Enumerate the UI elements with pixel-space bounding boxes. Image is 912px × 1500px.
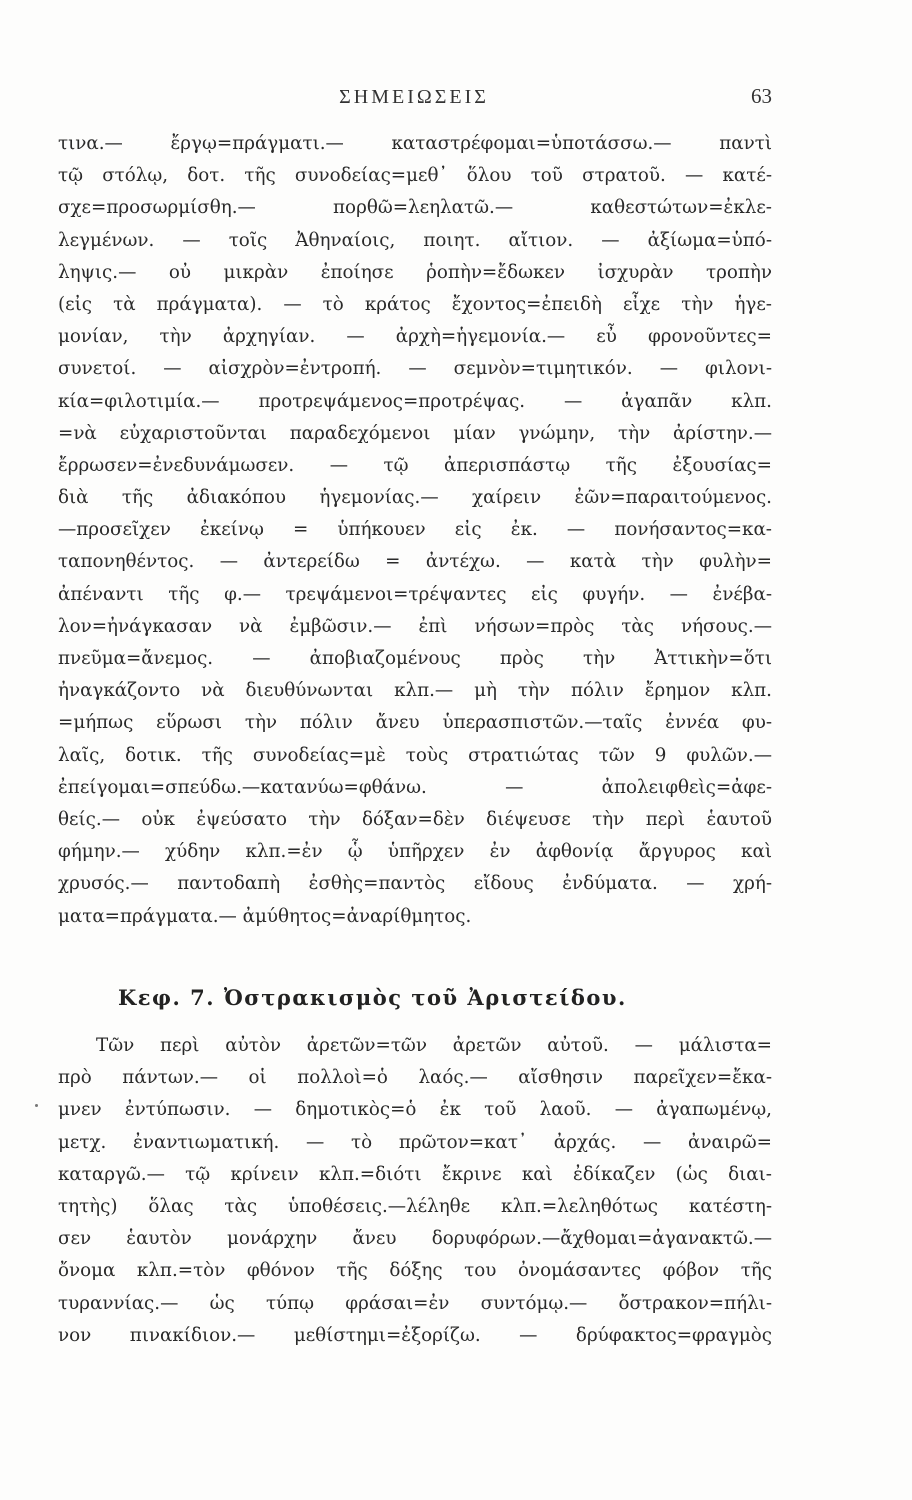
text-line: σχε=προσωρμίσθη.— πορθῶ=λεηλατῶ.— καθεστώτων=ἐκλε- <box>58 197 772 219</box>
text-line: λον=ἠνάγκασαν νὰ ἐμβῶσιν.— ἐπὶ νήσων=πρὸς τὰς νήσους.— <box>58 615 772 637</box>
text-line: πνεῦμα=ἄνεμος. — ἀποβιαζομένους πρὸς τὴν Ἀττικὴν=ὅτι <box>58 648 772 669</box>
text-line: πρὸ πάντων.— οἱ πολλοὶ=ὁ λαός.— αἴσθησιν παρεῖχεν=ἔκα- <box>58 1067 772 1089</box>
text-line: φήμην.— χύδην κλπ.=ἐν ᾧ ὑπῆρχεν ἐν ἀφθονίᾳ ἄργυρος καὶ <box>58 841 772 863</box>
text-line: ἀπέναντι τῆς φ.— τρεψάμενοι=τρέψαντες εἰς φυγήν. — ἐνέβα- <box>58 583 772 605</box>
text-line: μετχ. ἐναντιωματική. — τὸ πρῶτον=κατ᾽ ἀρχάς. — ἀναιρῶ= <box>58 1131 772 1153</box>
text-line: μονίαν, τὴν ἀρχηγίαν. — ἀρχὴ=ἡγεμονία.— εὖ φρονοῦντες= <box>58 326 772 348</box>
text-line: —προσεῖχεν ἐκείνῳ = ὑπήκουεν εἰς ἐκ. — πονήσαντος=κα- <box>58 519 772 541</box>
text-line: χρυσός.— παντοδαπὴ ἐσθὴς=παντὸς εἴδους ἐνδύματα. — χρή- <box>58 873 772 895</box>
text-line: τυραννίας.— ὡς τύπῳ φράσαι=ἐν συντόμῳ.— ὄστρακον=πήλι- <box>58 1292 772 1314</box>
text-line: τητὴς) ὅλας τὰς ὑποθέσεις.—λέληθε κλπ.=λεληθότως κατέστη- <box>58 1195 772 1217</box>
text-line: σεν ἑαυτὸν μονάρχην ἄνευ δορυφόρων.—ἄχθομαι=ἀγανακτῶ.— <box>58 1228 772 1250</box>
text-line: μνεν ἐντύπωσιν. — δημοτικὸς=ὁ ἐκ τοῦ λαοῦ. — ἀγαπωμένῳ, <box>58 1099 772 1121</box>
text-line: ὄνομα κλπ.=τὸν φθόνον τῆς δόξης του ὀνομάσαντες φόβον τῆς <box>58 1260 772 1282</box>
text-line: κία=φιλοτιμία.— προτρεψάμενος=προτρέψας. — ἀγαπᾶν κλπ. <box>58 390 772 412</box>
margin-speck <box>35 1104 38 1107</box>
chapter-notes-text-block <box>58 1030 772 1352</box>
text-line: ἔρρωσεν=ἐνεδυνάμωσεν. — τῷ ἀπερισπάστῳ τῆς ἐξουσίας= <box>58 454 772 476</box>
running-title: ΣΗΜΕΙΩΣΕΙΣ <box>339 86 489 108</box>
text-line: νον πινακίδιον.— μεθίστημι=ἐξορίζω. — δρύφακτος=φραγμὸς <box>58 1324 772 1346</box>
text-line: θείς.— οὐκ ἐψεύσατο τὴν δόξαν=δὲν διέψευσε τὴν περὶ ἑαυτοῦ <box>58 808 772 830</box>
text-line: ληψις.— οὐ μικρὰν ἐποίησε ῥοπὴν=ἔδωκεν ἰσχυρὰν τροπὴν <box>58 261 772 283</box>
chapter-heading: Κεφ. 7. Ὀστρακισμὸς τοῦ Ἀριστείδου. <box>118 985 627 1010</box>
notes-text-block <box>58 128 772 933</box>
text-line: ἠναγκάζοντο νὰ διευθύνωνται κλπ.— μὴ τὴν πόλιν ἔρημον κλπ. <box>58 680 772 702</box>
text-line: λαῖς, δοτικ. τῆς συνοδείας=μὲ τοὺς στρατιώτας τῶν 9 φυλῶν.— <box>58 744 772 766</box>
text-line: τῷ στόλῳ, δοτ. τῆς συνοδείας=μεθ᾽ ὅλου τοῦ στρατοῦ. — κατέ- <box>58 165 772 187</box>
text-line: καταργῶ.— τῷ κρίνειν κλπ.=διότι ἔκρινε καὶ ἐδίκαζεν (ὡς διαι- <box>58 1163 772 1185</box>
text-line: λεγμένων. — τοῖς Ἀθηναίοις, ποιητ. αἴτιον. — ἀξίωμα=ὑπό- <box>58 229 772 251</box>
text-line: =νὰ εὐχαριστοῦνται παραδεχόμενοι μίαν γνώμην, τὴν ἀρίστην.— <box>58 422 772 444</box>
running-head <box>56 80 772 116</box>
text-line: ματα=πράγματα.— ἀμύθητος=ἀναρίθμητος. <box>58 905 472 927</box>
text-line: =μήπως εὕρωσι τὴν πόλιν ἄνευ ὑπερασπιστῶν.—ταῖς ἐννέα φυ- <box>58 712 772 734</box>
text-line: ἐπείγομαι=σπεύδω.—κατανύω=φθάνω. — ἀπολειφθεὶς=ἀφε- <box>58 776 772 798</box>
text-line: τινα.— ἔργῳ=πράγματι.— καταστρέφομαι=ὑποτάσσω.— παντὶ <box>58 133 772 154</box>
text-line: συνετοί. — αἰσχρὸν=ἐντροπή. — σεμνὸν=τιμητικόν. — φιλονι- <box>58 358 772 380</box>
text-line: ταπονηθέντος. — ἀντερείδω = ἀντέχω. — κατὰ τὴν φυλὴν= <box>58 551 772 573</box>
text-line: (εἰς τὰ πράγματα). — τὸ κράτος ἔχοντος=ἐπειδὴ εἶχε τὴν ἡγε- <box>58 293 772 315</box>
page-number: 63 <box>751 84 772 108</box>
text-line: διὰ τῆς ἀδιακόπου ἡγεμονίας.— χαίρειν ἐῶν=παραιτούμενος. <box>58 487 772 509</box>
text-line: Τῶν περὶ αὐτὸν ἀρετῶν=τῶν ἀρετῶν αὐτοῦ. — μάλιστα= <box>96 1035 772 1056</box>
